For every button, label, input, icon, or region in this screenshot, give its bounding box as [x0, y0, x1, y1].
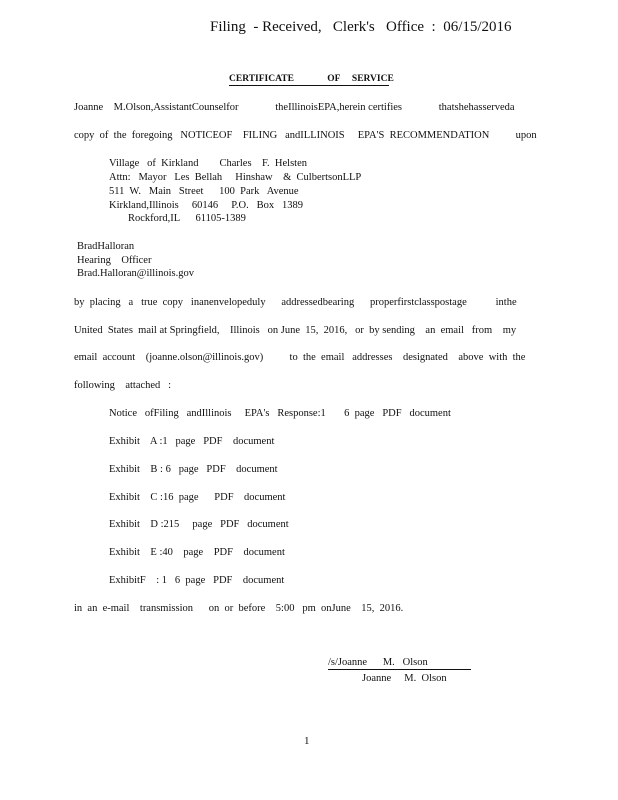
- recipient-1-line-5: Rockford,IL 61105-1389: [128, 213, 246, 224]
- page-number: 1: [304, 735, 310, 747]
- attachment-item: Exhibit E :40 page PDF document: [109, 547, 285, 558]
- signer-name: Joanne M. Olson: [362, 673, 447, 684]
- document-title: CERTIFICATE OF SERVICE: [229, 74, 394, 84]
- intro-line-2: copy of the foregoing NOTICEOF FILING andILLINOIS EPA'S RECOMMENDATION upon: [74, 130, 537, 141]
- attachment-item: Exhibit B : 6 page PDF document: [109, 464, 278, 475]
- recipient-1-line-4: Kirkland,Illinois 60146 P.O. Box 1389: [109, 200, 303, 211]
- intro-line-1: Joanne M.Olson,AssistantCounselfor theIllinoisEPA,herein certifies thatshehasserveda: [74, 102, 515, 113]
- recipient-1-line-2: Attn: Mayor Les Bellah Hinshaw & CulbertsonLLP: [109, 172, 362, 183]
- filing-stamp: Filing - Received, Clerk's Office : 06/15/2016: [210, 19, 512, 35]
- service-line-3: email account (joanne.olson@illinois.gov) to the email addresses designated above with the: [74, 352, 526, 363]
- recipient-1-line-3: 511 W. Main Street 100 Park Avenue: [109, 186, 299, 197]
- recipient-1-line-1: Village of Kirkland Charles F. Helsten: [109, 158, 307, 169]
- service-line-2: United States mail at Springfield, Illinois on June 15, 2016, or by sending an email from my: [74, 325, 517, 336]
- recipient-2-line-1: BradHalloran: [77, 241, 135, 252]
- attachment-item: Exhibit A :1 page PDF document: [109, 436, 275, 447]
- attachment-item: Exhibit D :215 page PDF document: [109, 519, 289, 530]
- service-line-4: following attached :: [74, 380, 172, 391]
- signature-line: /s/Joanne M. Olson: [328, 657, 471, 670]
- closing-line: in an e-mail transmission on or before 5:00 pm onJune 15, 2016.: [74, 603, 404, 614]
- attachment-item: Notice ofFiling andIllinois EPA's Response:1 6 page PDF document: [109, 408, 451, 419]
- recipient-2-email: Brad.Halloran@illinois.gov: [77, 268, 194, 279]
- attachment-item: Exhibit C :16 page PDF document: [109, 492, 286, 503]
- recipient-2-line-2: Hearing Officer: [77, 255, 152, 266]
- attachment-item: ExhibitF : 1 6 page PDF document: [109, 575, 285, 586]
- service-line-1: by placing a true copy inanenvelopeduly addressedbearing properfirstclasspostage inthe: [74, 297, 517, 308]
